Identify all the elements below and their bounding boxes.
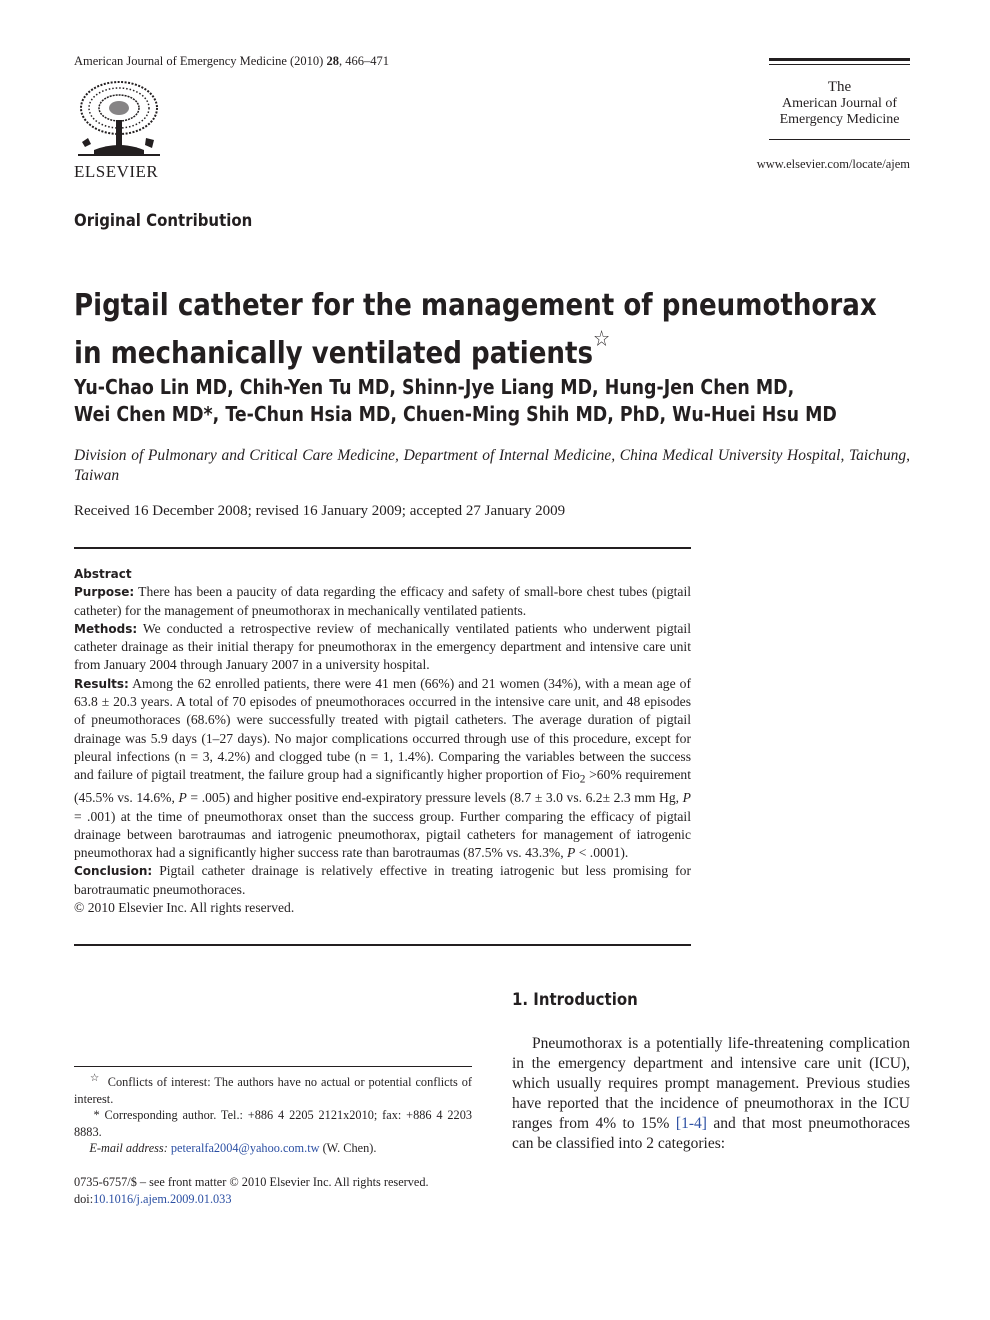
tree-emblem-icon	[74, 80, 164, 160]
results-text-d: = .001) at the time of pneumothorax onset than the success group. Further comparing the efficacy of pigtail drainage between barotraumas and iatrogenic pneumothorax, pigtail catheters for management of iatrogenic pneumothorax had a significantly higher success rate than barotraumas (87.5% vs. 43.3%,	[74, 808, 691, 861]
footnote-email	[74, 1140, 472, 1157]
title-footnote-star-icon[interactable]: ☆	[593, 327, 611, 352]
journal-name-line2: Emergency Medicine	[779, 112, 900, 127]
citation-journal: American Journal of Emergency Medicine (2010)	[74, 54, 327, 68]
email-link[interactable]: peteralfa2004@yahoo.com.tw	[170, 1141, 320, 1156]
section-type: Original Contribution	[74, 211, 253, 231]
doi-label: doi:	[74, 1192, 94, 1206]
header-rule-thin	[769, 64, 910, 65]
elsevier-logo	[74, 80, 164, 182]
journal-name-line1: American Journal of	[781, 95, 898, 111]
purpose-label: Purpose:	[74, 585, 135, 600]
abstract-rule-top	[74, 547, 691, 549]
abstract-heading: Abstract	[74, 567, 132, 581]
email-suffix: (W. Chen).	[319, 1141, 377, 1156]
intro-text-a: Pneumothorax is a potentially life-threatening complication in the emergency department and intensive care unit (ICU), which usually requires prompt management. Previous studies have reported that the incidence of pneumothorax in the ICU ranges from 4% to 15%	[512, 1035, 910, 1132]
journal-url[interactable]: www.elsevier.com/locate/ajem	[756, 157, 910, 171]
footnote-conflict	[74, 1071, 472, 1107]
article-title-text: Pigtail catheter for the management of pneumothorax in mechanically ventilated patients	[74, 288, 877, 371]
results-label: Results:	[74, 676, 129, 691]
affiliation: Division of Pulmonary and Critical Care Medicine, Department of Internal Medicine, China Medical University Hospital, Taichung, Taiwan	[74, 447, 910, 484]
results-p-1: P	[178, 790, 187, 806]
abstract-rule-bottom	[74, 944, 691, 946]
footnote-corresponding	[74, 1107, 472, 1140]
authors-line1: Yu-Chao Lin MD, Chih-Yen Tu MD, Shinn-Jye Liang MD, Hung-Jen Chen MD,	[74, 375, 795, 399]
front-matter	[74, 1174, 472, 1208]
methods-text: We conducted a retrospective review of mechanically ventilated patients who underwent pigtail catheter drainage as their initial therapy for pneumothorax in the emergency department and intensive care unit from January 2004 through January 2007 in a university hospital.	[74, 620, 691, 673]
results-text-a: Among the 62 enrolled patients, there were 41 men (66%) and 21 women (34%), with a mean age of 63.8 ± 20.3 years. A total of 70 episodes of pneumothoraces occurred in the intensive care unit, and 48 episodes of pneumothoraces (68.6%) were successfully treated with pigtail catheters. The average duration of pigtail drainage was 5.9 days (1–27 days). No major complications occurred through use of this procedure, except for pleural infections (n = 3, 4.2%) and clogged tube (n = 1, 1.4%). Comparing the variables between the success and failure of pigtail treatment, the failure group had a significantly higher proportion of Fio	[74, 675, 691, 783]
results-p-3: P	[567, 845, 576, 861]
abstract-results	[74, 675, 691, 863]
abstract-copyright: © 2010 Elsevier Inc. All rights reserved.	[74, 900, 295, 916]
conclusion-label: Conclusion:	[74, 864, 153, 879]
journal-citation	[74, 54, 389, 69]
footnotes	[74, 1071, 472, 1157]
article-dates: Received 16 December 2008; revised 16 January 2009; accepted 27 January 2009	[74, 503, 566, 519]
doi-line	[74, 1191, 472, 1208]
abstract-methods	[74, 620, 691, 675]
journal-name	[769, 79, 910, 129]
abstract-purpose	[74, 583, 691, 620]
results-text-b: >60% requirement (45.5% vs. 14.6%,	[74, 767, 691, 806]
reference-link[interactable]: [1-4]	[675, 1115, 707, 1132]
authors-line2: Wei Chen MD*, Te-Chun Hsia MD, Chuen-Ming Shih MD, PhD, Wu-Huei Hsu MD	[74, 402, 837, 426]
conclusion-text: Pigtail catheter drainage is relatively effective in treating iatrogenic but less promising for barotraumatic pneumothoraces.	[74, 863, 691, 897]
footnote-star-icon: ☆	[89, 1073, 100, 1084]
methods-label: Methods:	[74, 621, 138, 636]
publisher-logo-text: ELSEVIER	[74, 162, 159, 181]
header-rule-thick	[769, 58, 910, 61]
introduction-text	[512, 1034, 910, 1154]
citation-volume: 28	[326, 54, 339, 68]
citation-pages: , 466–471	[338, 54, 389, 68]
author-list	[74, 374, 892, 428]
abstract	[74, 565, 691, 917]
conflict-text: Conflicts of interest: The authors have no actual or potential conflicts of interest.	[74, 1075, 473, 1106]
corresponding-text: * Corresponding author. Tel.: +886 4 2205 2121x2010; fax: +886 4 2203 8883.	[74, 1108, 473, 1139]
results-text-e: < .0001).	[575, 845, 629, 861]
header-rule-bottom	[769, 139, 910, 140]
footnote-rule	[74, 1066, 472, 1067]
purpose-text: There has been a paucity of data regarding the efficacy and safety of small-bore chest tubes (pigtail catheter) for the management of pneumothorax in mechanically ventilated patients.	[74, 584, 692, 618]
results-subscript: 2	[579, 773, 586, 786]
introduction-heading: 1. Introduction	[512, 990, 638, 1010]
abstract-conclusion	[74, 862, 691, 899]
article-title	[74, 286, 909, 374]
email-label: E-mail address:	[89, 1141, 168, 1156]
journal-name-the: The	[827, 79, 852, 95]
intro-text-b: and that most pneumothoraces can be classified into 2 categories:	[512, 1115, 910, 1152]
results-p-2: P	[682, 790, 691, 806]
issn-line: 0735-6757/$ – see front matter © 2010 Elsevier Inc. All rights reserved.	[74, 1175, 429, 1189]
results-text-c: = .005) and higher positive end-expiratory pressure levels (8.7 ± 3.0 vs. 6.2± 2.3 mm Hg,	[186, 790, 683, 806]
doi-link[interactable]: 10.1016/j.ajem.2009.01.033	[93, 1192, 232, 1206]
